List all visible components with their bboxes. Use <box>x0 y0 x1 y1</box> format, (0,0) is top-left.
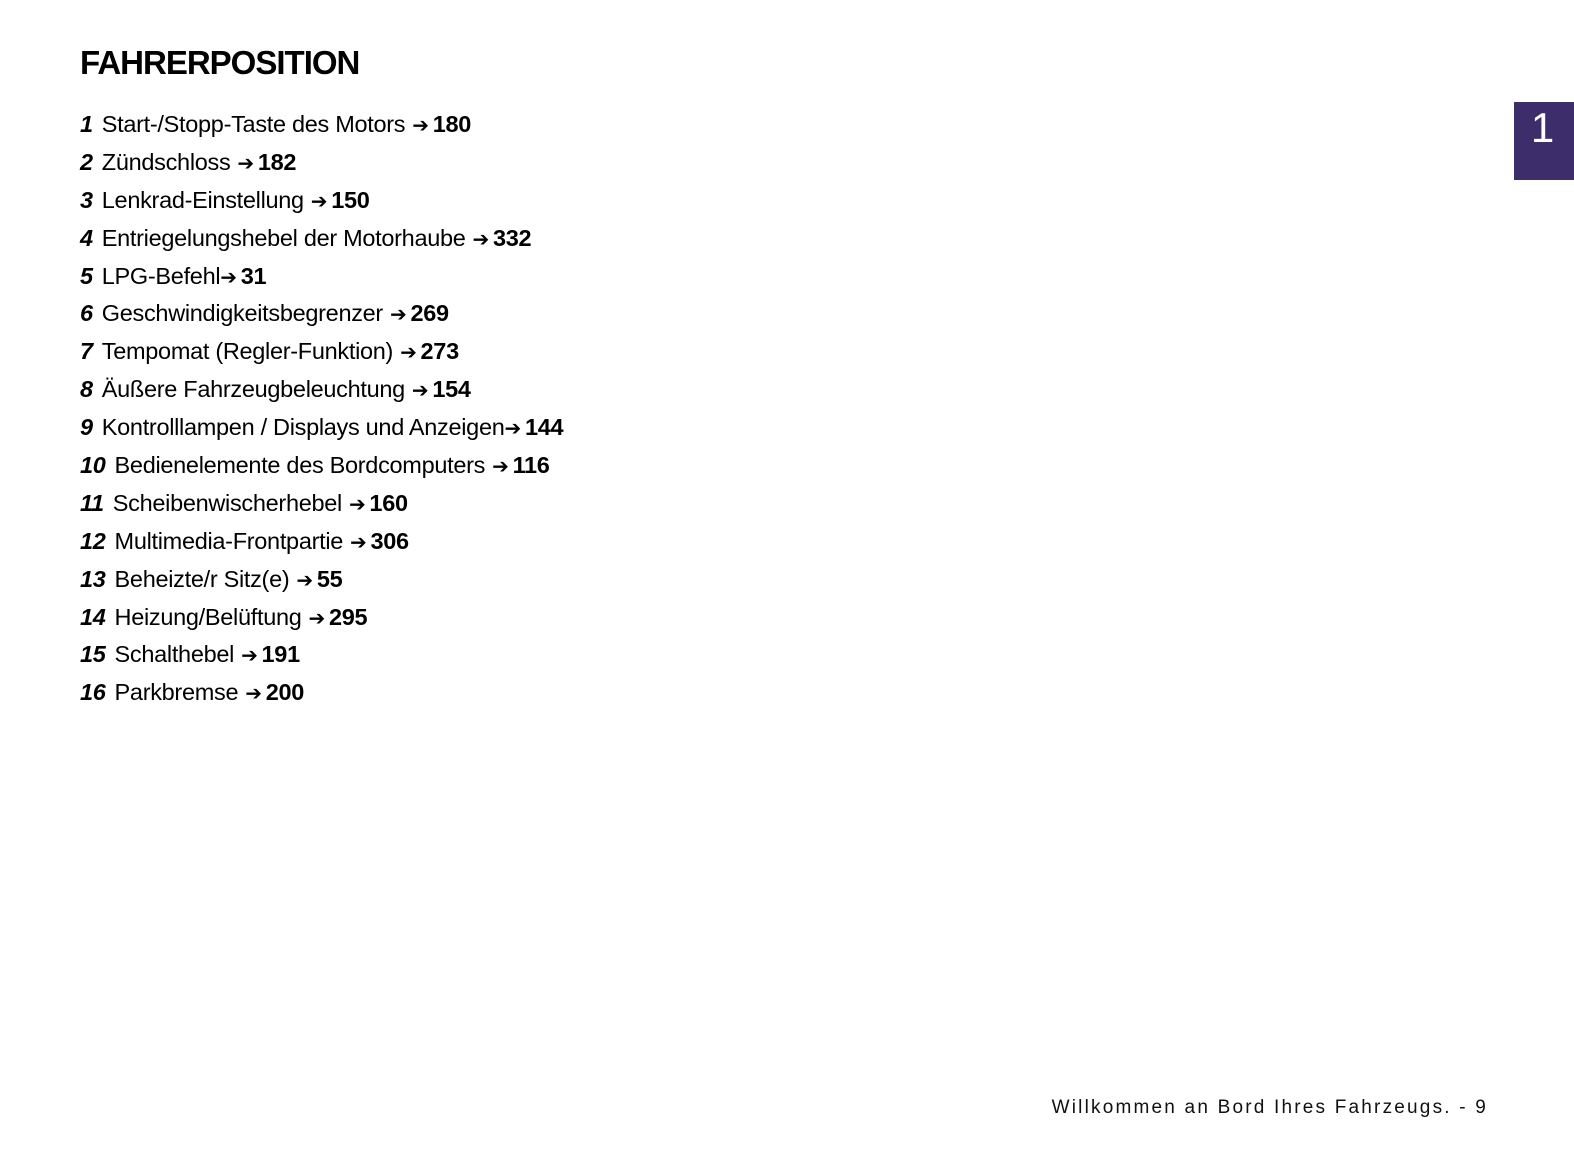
list-item <box>80 522 563 560</box>
item-page-ref[interactable]: 273 <box>420 338 459 365</box>
item-number: 3 <box>80 186 93 213</box>
list-item <box>80 219 563 257</box>
item-label: Äußere Fahrzeugbeleuchtung <box>101 376 405 403</box>
item-number: 13 <box>80 565 106 592</box>
arrow-right-icon: ➔ <box>492 456 509 479</box>
item-label: Tempomat (Regler-Funktion) <box>101 338 394 365</box>
item-label: Geschwindigkeitsbegrenzer <box>101 300 383 327</box>
item-label: Heizung/Belüftung <box>114 603 302 630</box>
item-label: Start-/Stopp-Taste des Motors <box>101 111 406 137</box>
item-number: 7 <box>80 338 93 365</box>
item-page-ref[interactable]: 306 <box>370 527 409 554</box>
list-item <box>80 370 563 408</box>
arrow-right-icon: ➔ <box>241 645 258 668</box>
list-item <box>80 673 563 711</box>
arrow-right-icon: ➔ <box>504 418 521 441</box>
item-label: Bedienelemente des Bordcomputers <box>114 452 486 479</box>
item-page-ref[interactable]: 180 <box>432 111 472 137</box>
list-item <box>80 408 563 446</box>
item-number: 9 <box>80 414 93 441</box>
arrow-right-icon: ➔ <box>310 190 328 213</box>
item-number: 5 <box>80 262 93 289</box>
item-label: Multimedia-Frontpartie <box>114 527 344 554</box>
item-page-ref[interactable]: 150 <box>331 186 370 213</box>
item-page-ref[interactable]: 269 <box>410 300 449 327</box>
item-page-ref[interactable]: 295 <box>328 603 368 630</box>
arrow-right-icon: ➔ <box>412 115 429 137</box>
list-item <box>80 332 563 370</box>
item-label: Parkbremse <box>114 679 239 706</box>
item-number: 16 <box>80 679 106 706</box>
list-item <box>80 635 563 673</box>
list-item <box>80 484 563 522</box>
list-item <box>80 446 563 484</box>
item-label: Beheizte/r Sitz(e) <box>114 565 290 592</box>
item-label: Entriegelungshebel der Motorhaube <box>101 224 466 251</box>
arrow-right-icon: ➔ <box>348 493 366 516</box>
arrow-right-icon: ➔ <box>237 152 254 175</box>
list-item <box>80 143 563 181</box>
item-page-ref[interactable]: 116 <box>512 452 550 479</box>
item-label: Schalthebel <box>114 641 235 668</box>
arrow-right-icon: ➔ <box>220 266 237 289</box>
item-number: 1 <box>80 111 93 137</box>
item-page-ref[interactable]: 160 <box>369 489 408 516</box>
list-item <box>80 105 563 143</box>
item-page-ref[interactable]: 332 <box>493 224 532 251</box>
item-label: Lenkrad-Einstellung <box>101 186 304 213</box>
arrow-right-icon: ➔ <box>296 569 313 592</box>
list-item <box>80 294 563 332</box>
list-item <box>80 257 563 295</box>
item-page-ref[interactable]: 31 <box>240 262 267 289</box>
item-number: 15 <box>80 641 106 668</box>
arrow-right-icon: ➔ <box>308 607 325 630</box>
item-number: 2 <box>80 148 93 175</box>
arrow-right-icon: ➔ <box>472 228 489 251</box>
list-item <box>80 598 563 636</box>
item-number: 6 <box>80 300 93 327</box>
item-number: 14 <box>80 603 106 630</box>
item-page-ref[interactable]: 55 <box>316 565 343 592</box>
page-footer: Willkommen an Bord Ihres Fahrzeugs. - 9 <box>1051 1097 1488 1118</box>
arrow-right-icon: ➔ <box>411 380 429 403</box>
item-list <box>80 105 563 711</box>
item-page-ref[interactable]: 200 <box>265 679 305 706</box>
item-page-ref[interactable]: 144 <box>524 414 564 441</box>
item-number: 10 <box>80 452 106 479</box>
arrow-right-icon: ➔ <box>245 683 262 706</box>
arrow-right-icon: ➔ <box>350 531 367 554</box>
arrow-right-icon: ➔ <box>389 304 407 327</box>
item-page-ref[interactable]: 182 <box>257 148 297 175</box>
page-title: FAHRERPOSITION <box>80 44 360 81</box>
list-item <box>80 181 563 219</box>
item-page-ref[interactable]: 191 <box>261 641 300 668</box>
item-label: Kontrolllampen / Displays und Anzeigen <box>101 414 505 441</box>
item-label: Scheibenwischerhebel <box>112 489 342 516</box>
item-number: 11 <box>80 489 104 516</box>
item-page-ref[interactable]: 154 <box>432 376 471 403</box>
list-item <box>80 560 563 598</box>
chapter-tab: 1 <box>1514 102 1574 180</box>
item-number: 8 <box>80 376 93 403</box>
arrow-right-icon: ➔ <box>400 342 417 365</box>
item-label: Zündschloss <box>101 148 231 175</box>
item-number: 4 <box>80 224 93 251</box>
item-label: LPG-Befehl <box>101 262 221 289</box>
item-number: 12 <box>80 527 106 554</box>
